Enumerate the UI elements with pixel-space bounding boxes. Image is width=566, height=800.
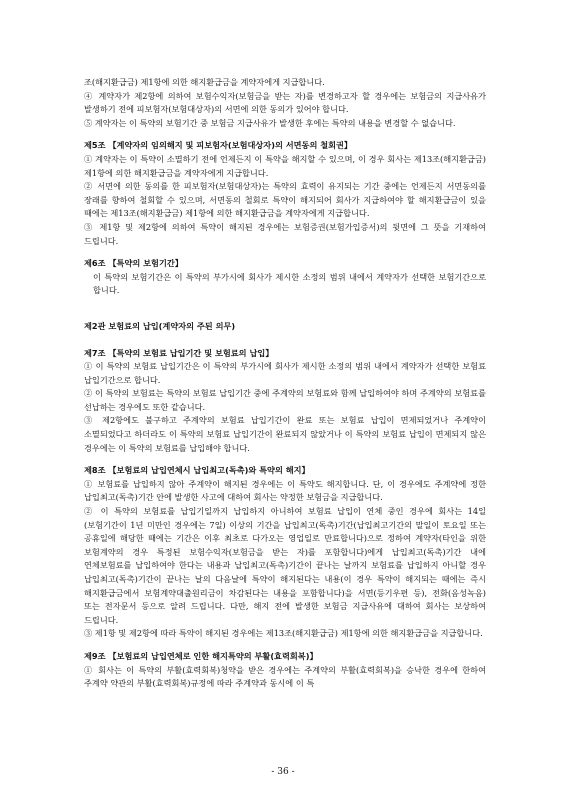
article-item: ③ 제1항 및 제2항에 따라 특약이 해지된 경우에는 제13조(해지환급금) 제1항에 의한 해지환급금을 지급합니다. [84,628,483,639]
page-number: - 36 - [271,767,295,777]
article-heading: 제6조 【특약의 보험기간】 [84,258,183,269]
article-9 [84,650,486,691]
article-body: 이 특약의 보험기간은 이 특약의 부가시에 회사가 제시한 소정의 범위 내에서 계약자가 선택한 보험기간으로 합니다. [93,271,486,296]
section-heading: 제2관 보험료의 납입(계약자의 주된 의무) [84,320,236,331]
article-item: ③ 제2항에도 불구하고 주계약의 보험료 납입기간이 완료 또는 보험료 납입이 면제되었거나 주계약이 소멸되었다고 하더라도 이 특약의 보험료 납입기간이 완료되지 않았거나 이 특약의 보험료 납입이 면제되지 않은 경우에는 이 특약의 보험료를 납입해야 합니다. [84,415,486,453]
article-item: ① 이 특약의 보험료 납입기간은 이 특약의 부가시에 회사가 제시한 소정의 범위 내에서 계약자가 선택한 보험료 납입기간으로 합니다. [84,361,486,385]
article-5 [84,139,486,248]
article-heading: 제5조 【계약자의 임의해지 및 피보험자(보험대상자)의 서면동의 철회권】 [84,140,353,151]
article-heading: 제9조 【보험료의 납입연체로 인한 해지특약의 부활(효력회복)】 [84,650,318,661]
article-item: ③ 제1항 및 제2항에 의하여 특약이 해지된 경우에는 보험증권(보험가입증서)의 뒷면에 그 뜻을 기재하여 드립니다. [84,221,486,246]
article-item: ② 서면에 의한 동의를 한 피보험자(보험대상자)는 특약의 효력이 유지되는 기간 중에는 언제든지 서면동의를 장래를 향하여 철회할 수 있으며, 서면동의 철회로 특약이 해지되어 회사가 지급하여야 할 해지환급금이 있을 때에는 제13조(해지환급금) 제1항에 의한 해지환급금을 계약자에게 지급합니다. [84,181,486,219]
article-6 [84,257,486,298]
article-7 [84,347,486,456]
article-item: ② 이 특약의 보험료를 납입기일까지 납입하지 아니하여 보험료 납입이 연체 중인 경우에 회사는 14일(보험기간이 1년 미만인 경우에는 7일) 이상의 기간을 납입최고(독촉)기간(납입최고기간의 말일이 토요일 또는 공휴일에 해당한 때에는 기간은 이후 최초로 다가오는 영업일로 만료합니다)으로 정하여 계약자(타인을 위한 보험계약의 경우 특정된 보험수익자(보험금을 받는 자)를 포함합니다)에게 납입최고(독촉)기간 내에 연체보험료를 납입하여야 한다는 내용과 납입최고(독촉)기간이 끝나는 날까지 보험료를 납입하지 아니할 경우 납입최고(독촉)기간이 끝나는 날의 다음날에 특약이 해지된다는 내용(이 경우 특약이 해지되는 때에는 즉시 해지환급금에서 보험계약대출원리금이 차감된다는 내용을 포함합니다)을 서면(등기우편 등), 전화(음성녹음) 또는 전자문서 등으로 알려 드립니다. 다만, 해지 전에 발생한 보험금 지급사유에 대하여 회사는 보상하여 드립니다. [84,506,486,625]
article-item: ② 이 특약의 보험료는 특약의 보험료 납입기간 중에 주계약의 보험료와 함께 납입하여야 하며 주계약의 보험료를 선납하는 경우에도 또한 같습니다. [84,388,486,412]
paragraph: 조(해지환급금) 제1항에 의한 해지환급금을 계약자에게 지급합니다. [84,77,325,87]
article-item: ① 계약자는 이 특약이 소멸하기 전에 언제든지 이 특약을 해지할 수 있으며, 이 경우 회사는 제13조(해지환급금) 제1항에 의한 해지환급금을 계약자에게 지급합니다. [84,153,486,178]
article-8 [84,464,486,641]
paragraph: ④ 계약자가 제2항에 의하여 보험수익자(보험금을 받는 자)를 변경하고자 할 경우에는 보험금의 지급사유가 발생하기 전에 피보험자(보험대상자)의 서면에 의한 동의가 있어야 합니다. [84,90,486,115]
article-heading: 제7조 【특약의 보험료 납입기간 및 보험료의 납입】 [84,347,274,358]
article-heading: 제8조 【보험료의 납입연체시 납입최고(독촉)와 특약의 해지】 [84,465,310,476]
article-item: ① 회사는 이 특약의 부활(효력회복)청약을 받은 경우에는 주계약의 부활(효력회복)을 승낙한 경우에 한하여 주계약 약관의 부활(효력회복)규정에 따라 주계약과 동시에 이 특 [84,664,486,689]
paragraph: ⑤ 계약자는 이 특약의 보험기간 중 보험금 지급사유가 발생한 후에는 특약의 내용을 변경할 수 없습니다. [84,117,456,128]
article-item: ① 보험료를 납입하지 않아 주계약이 해지된 경우에는 이 특약도 해지합니다. 단, 이 경우에도 주계약에 정한 납입최고(독촉)기간 안에 발생한 사고에 대하여 회사는 약정한 보험금을 지급합니다. [84,478,486,503]
document-body [84,76,486,691]
